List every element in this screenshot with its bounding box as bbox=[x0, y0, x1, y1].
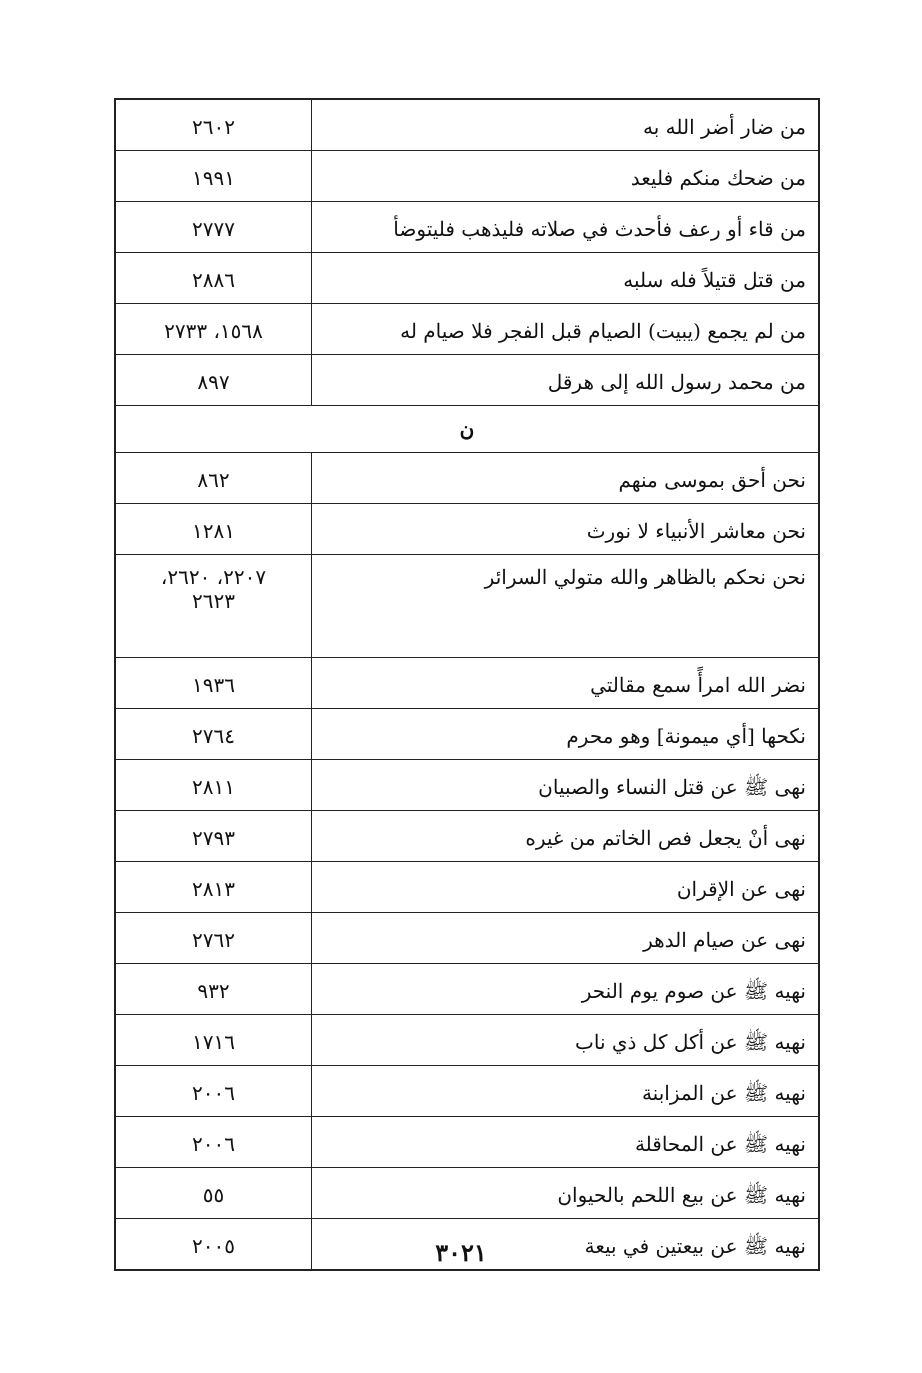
hadith-text: نهى عن صيام الدهر bbox=[312, 913, 820, 964]
hadith-text: نحن أحق بموسى منهم bbox=[312, 453, 820, 504]
hadith-text: نحن معاشر الأنبياء لا نورث bbox=[312, 504, 820, 555]
hadith-text: من ضحك منكم فليعد bbox=[312, 151, 820, 202]
hadith-number: ٨٩٧ bbox=[115, 355, 312, 406]
hadith-number: ٢٧٦٤ bbox=[115, 709, 312, 760]
hadith-text: من لم يجمع (يبيت) الصيام قبل الفجر فلا صيام له bbox=[312, 304, 820, 355]
hadith-number-line: ٢٦٢٣ bbox=[192, 589, 235, 613]
hadith-text: نحن نحكم بالظاهر والله متولي السرائر bbox=[312, 555, 820, 658]
hadith-number: ٨٦٢ bbox=[115, 453, 312, 504]
table-row bbox=[115, 658, 819, 709]
hadith-text: من محمد رسول الله إلى هرقل bbox=[312, 355, 820, 406]
table-row bbox=[115, 253, 819, 304]
hadith-number: ٢٧٩٣ bbox=[115, 811, 312, 862]
hadith-text: نكحها [أي ميمونة] وهو محرم bbox=[312, 709, 820, 760]
hadith-text: نهيه ﷺ عن المزابنة bbox=[312, 1066, 820, 1117]
table-row bbox=[115, 709, 819, 760]
hadith-text: نهى أنْ يجعل فص الخاتم من غيره bbox=[312, 811, 820, 862]
hadith-number: ٢٠٠٦ bbox=[115, 1117, 312, 1168]
hadith-text: من ضار أضر الله به bbox=[312, 99, 820, 151]
hadith-index-table bbox=[114, 98, 820, 1271]
table-row bbox=[115, 202, 819, 253]
hadith-number bbox=[115, 555, 312, 658]
hadith-number: ١٩٩١ bbox=[115, 151, 312, 202]
table-row bbox=[115, 1066, 819, 1117]
hadith-text: نهيه ﷺ عن بيع اللحم بالحيوان bbox=[312, 1168, 820, 1219]
section-letter-row bbox=[115, 406, 819, 453]
hadith-text: من قاء أو رعف فأحدث في صلاته فليذهب فليتوضأ bbox=[312, 202, 820, 253]
table-row bbox=[115, 964, 819, 1015]
hadith-number: ٢٠٠٥ bbox=[115, 1219, 312, 1271]
table-row bbox=[115, 1117, 819, 1168]
table-row bbox=[115, 913, 819, 964]
hadith-number: ١٧١٦ bbox=[115, 1015, 312, 1066]
hadith-text: نهيه ﷺ عن بيعتين في بيعة bbox=[312, 1219, 820, 1271]
table-row bbox=[115, 862, 819, 913]
table-row bbox=[115, 453, 819, 504]
hadith-text: نضر الله امرأً سمع مقالتي bbox=[312, 658, 820, 709]
hadith-number: ٢٧٦٢ bbox=[115, 913, 312, 964]
hadith-text: نهى ﷺ عن قتل النساء والصبيان bbox=[312, 760, 820, 811]
page-number: ٣٠٢١ bbox=[435, 1238, 487, 1267]
hadith-number: ٢٦٠٢ bbox=[115, 99, 312, 151]
hadith-number: ٢٨١٣ bbox=[115, 862, 312, 913]
hadith-text: نهيه ﷺ عن صوم يوم النحر bbox=[312, 964, 820, 1015]
table-row bbox=[115, 760, 819, 811]
hadith-number: ١٢٨١ bbox=[115, 504, 312, 555]
hadith-number: ١٩٣٦ bbox=[115, 658, 312, 709]
hadith-text: من قتل قتيلاً فله سلبه bbox=[312, 253, 820, 304]
table-row bbox=[115, 555, 819, 658]
table-row bbox=[115, 504, 819, 555]
hadith-number: ١٥٦٨، ٢٧٣٣ bbox=[115, 304, 312, 355]
table-row bbox=[115, 1168, 819, 1219]
hadith-number-line: ٢٢٠٧، ٢٦٢٠، bbox=[160, 565, 267, 589]
table-row bbox=[115, 811, 819, 862]
hadith-number: ٥٥ bbox=[115, 1168, 312, 1219]
hadith-text: نهى عن الإقران bbox=[312, 862, 820, 913]
hadith-text: نهيه ﷺ عن المحاقلة bbox=[312, 1117, 820, 1168]
table-row bbox=[115, 355, 819, 406]
section-letter: ن bbox=[115, 406, 819, 453]
hadith-number: ٢٨١١ bbox=[115, 760, 312, 811]
table-row bbox=[115, 1015, 819, 1066]
table-row bbox=[115, 151, 819, 202]
hadith-text: نهيه ﷺ عن أكل كل ذي ناب bbox=[312, 1015, 820, 1066]
hadith-number: ٢٨٨٦ bbox=[115, 253, 312, 304]
table-row bbox=[115, 304, 819, 355]
table-row bbox=[115, 99, 819, 151]
hadith-number: ٢٠٠٦ bbox=[115, 1066, 312, 1117]
hadith-number: ٩٣٢ bbox=[115, 964, 312, 1015]
hadith-number: ٢٧٧٧ bbox=[115, 202, 312, 253]
